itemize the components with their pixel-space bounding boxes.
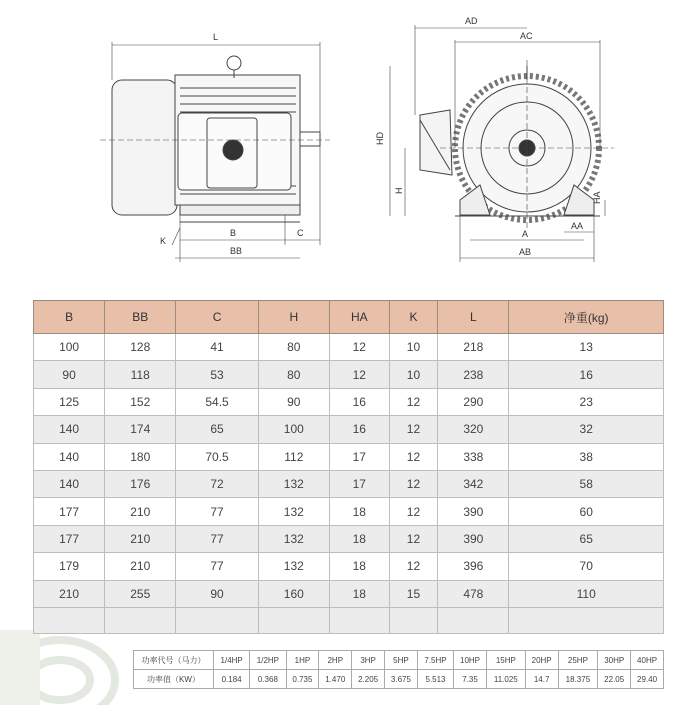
table-cell [105, 607, 176, 633]
power-value-cell: 29.40 [631, 670, 664, 689]
table-cell: 180 [105, 443, 176, 470]
power-code-cell: 20HP [525, 651, 558, 670]
table-cell: 18 [329, 553, 389, 580]
power-value-cell: 18.375 [558, 670, 598, 689]
table-cell: 128 [105, 334, 176, 361]
power-value-cell: 7.35 [454, 670, 487, 689]
power-code-row [134, 651, 664, 670]
table-cell: 80 [258, 334, 329, 361]
power-value-cell: 0.368 [250, 670, 286, 689]
table-cell: 210 [105, 553, 176, 580]
power-code-cell: 10HP [454, 651, 487, 670]
table-cell [329, 607, 389, 633]
dimension-table [33, 300, 664, 634]
power-value-label: 功率值（KW） [134, 670, 214, 689]
table-cell: 77 [176, 553, 258, 580]
table-cell: 255 [105, 580, 176, 607]
table-cell: 16 [329, 388, 389, 415]
table-cell: 118 [105, 361, 176, 388]
label-HA: HA [592, 191, 602, 204]
header-K: K [389, 301, 438, 334]
label-AD: AD [465, 16, 478, 26]
table-cell: 10 [389, 334, 438, 361]
power-code-cell: 1/2HP [250, 651, 286, 670]
header-L: L [438, 301, 509, 334]
table-row [34, 334, 664, 361]
table-cell: 140 [34, 443, 105, 470]
table-cell: 41 [176, 334, 258, 361]
table-cell: 53 [176, 361, 258, 388]
table-cell: 16 [509, 361, 664, 388]
table-cell [34, 607, 105, 633]
table-cell: 342 [438, 470, 509, 497]
table-cell: 17 [329, 443, 389, 470]
table-cell: 132 [258, 553, 329, 580]
table-cell: 18 [329, 525, 389, 552]
header-H: H [258, 301, 329, 334]
table-row [34, 416, 664, 443]
table-cell: 65 [176, 416, 258, 443]
table-row-empty [34, 607, 664, 633]
table-row [34, 361, 664, 388]
table-cell: 152 [105, 388, 176, 415]
table-cell: 16 [329, 416, 389, 443]
table-cell: 12 [389, 525, 438, 552]
table-cell: 12 [329, 334, 389, 361]
table-cell: 160 [258, 580, 329, 607]
power-code-cell: 3HP [352, 651, 385, 670]
table-cell [509, 607, 664, 633]
power-code-cell: 40HP [631, 651, 664, 670]
table-row [34, 470, 664, 497]
table-cell: 177 [34, 525, 105, 552]
table-cell: 17 [329, 470, 389, 497]
table-cell: 32 [509, 416, 664, 443]
power-code-cell: 25HP [558, 651, 598, 670]
power-value-cell: 2.205 [352, 670, 385, 689]
table-cell: 238 [438, 361, 509, 388]
table-cell: 478 [438, 580, 509, 607]
table-cell: 90 [176, 580, 258, 607]
header-BB: BB [105, 301, 176, 334]
table-cell: 132 [258, 498, 329, 525]
table-cell: 210 [105, 498, 176, 525]
power-table [133, 650, 664, 689]
table-cell: 390 [438, 498, 509, 525]
table-cell: 10 [389, 361, 438, 388]
table-row [34, 553, 664, 580]
table-cell: 218 [438, 334, 509, 361]
table-cell [389, 607, 438, 633]
table-cell: 18 [329, 498, 389, 525]
table-cell: 179 [34, 553, 105, 580]
table-cell: 176 [105, 470, 176, 497]
table-cell: 100 [258, 416, 329, 443]
label-L: L [213, 32, 219, 42]
motor-dimension-drawing [0, 0, 699, 290]
table-cell: 112 [258, 443, 329, 470]
table-cell: 90 [258, 388, 329, 415]
power-code-label: 功率代号（马力） [134, 651, 214, 670]
power-value-cell: 11.025 [486, 670, 525, 689]
table-cell: 65 [509, 525, 664, 552]
power-value-cell: 14.7 [525, 670, 558, 689]
table-cell: 58 [509, 470, 664, 497]
header-net-weight: 净重(kg) [509, 301, 664, 334]
table-row [34, 580, 664, 607]
label-BB: BB [230, 246, 243, 256]
power-value-cell: 5.513 [417, 670, 453, 689]
table-cell: 15 [389, 580, 438, 607]
power-value-cell: 0.735 [286, 670, 319, 689]
label-B: B [230, 228, 237, 238]
header-C: C [176, 301, 258, 334]
table-cell: 77 [176, 525, 258, 552]
table-cell: 70.5 [176, 443, 258, 470]
table-cell: 140 [34, 416, 105, 443]
table-cell: 12 [389, 498, 438, 525]
header-HA: HA [329, 301, 389, 334]
power-code-cell: 15HP [486, 651, 525, 670]
table-cell: 320 [438, 416, 509, 443]
table-cell [438, 607, 509, 633]
motor-side-view [100, 42, 330, 262]
table-cell: 210 [105, 525, 176, 552]
label-C: C [297, 228, 304, 238]
label-H: H [394, 187, 404, 194]
table-cell: 132 [258, 470, 329, 497]
power-code-cell: 2HP [319, 651, 352, 670]
table-cell: 23 [509, 388, 664, 415]
table-row [34, 525, 664, 552]
table-cell: 290 [438, 388, 509, 415]
table-row [34, 388, 664, 415]
table-cell: 12 [389, 553, 438, 580]
power-code-cell: 7.5HP [417, 651, 453, 670]
label-AB: AB [519, 247, 532, 257]
table-cell: 396 [438, 553, 509, 580]
table-cell: 18 [329, 580, 389, 607]
label-A: A [522, 229, 529, 239]
table-cell: 390 [438, 525, 509, 552]
table-row [34, 498, 664, 525]
table-cell: 210 [34, 580, 105, 607]
table-row [34, 443, 664, 470]
table-cell: 12 [389, 416, 438, 443]
power-value-cell: 1.470 [319, 670, 352, 689]
table-header-row [34, 301, 664, 334]
power-value-cell: 0.184 [214, 670, 250, 689]
table-cell: 12 [389, 388, 438, 415]
table-cell: 338 [438, 443, 509, 470]
label-HD: HD [375, 132, 385, 145]
power-value-cell: 3.675 [385, 670, 418, 689]
table-cell: 174 [105, 416, 176, 443]
table-cell: 90 [34, 361, 105, 388]
table-cell [258, 607, 329, 633]
label-AA: AA [571, 221, 584, 231]
table-cell: 12 [389, 470, 438, 497]
label-K: K [160, 236, 167, 246]
table-cell: 77 [176, 498, 258, 525]
table-cell: 60 [509, 498, 664, 525]
power-code-cell: 1HP [286, 651, 319, 670]
power-value-cell: 22.05 [598, 670, 631, 689]
table-cell: 110 [509, 580, 664, 607]
table-cell: 13 [509, 334, 664, 361]
table-cell: 70 [509, 553, 664, 580]
table-cell: 80 [258, 361, 329, 388]
table-cell: 38 [509, 443, 664, 470]
power-code-cell: 5HP [385, 651, 418, 670]
power-code-cell: 30HP [598, 651, 631, 670]
table-cell: 100 [34, 334, 105, 361]
power-code-cell: 1/4HP [214, 651, 250, 670]
table-cell: 12 [389, 443, 438, 470]
table-cell: 177 [34, 498, 105, 525]
label-AC: AC [520, 31, 533, 41]
table-cell: 132 [258, 525, 329, 552]
header-B: B [34, 301, 105, 334]
power-value-row [134, 670, 664, 689]
table-cell [176, 607, 258, 633]
table-cell: 125 [34, 388, 105, 415]
table-cell: 54.5 [176, 388, 258, 415]
table-cell: 72 [176, 470, 258, 497]
table-cell: 140 [34, 470, 105, 497]
table-cell: 12 [329, 361, 389, 388]
